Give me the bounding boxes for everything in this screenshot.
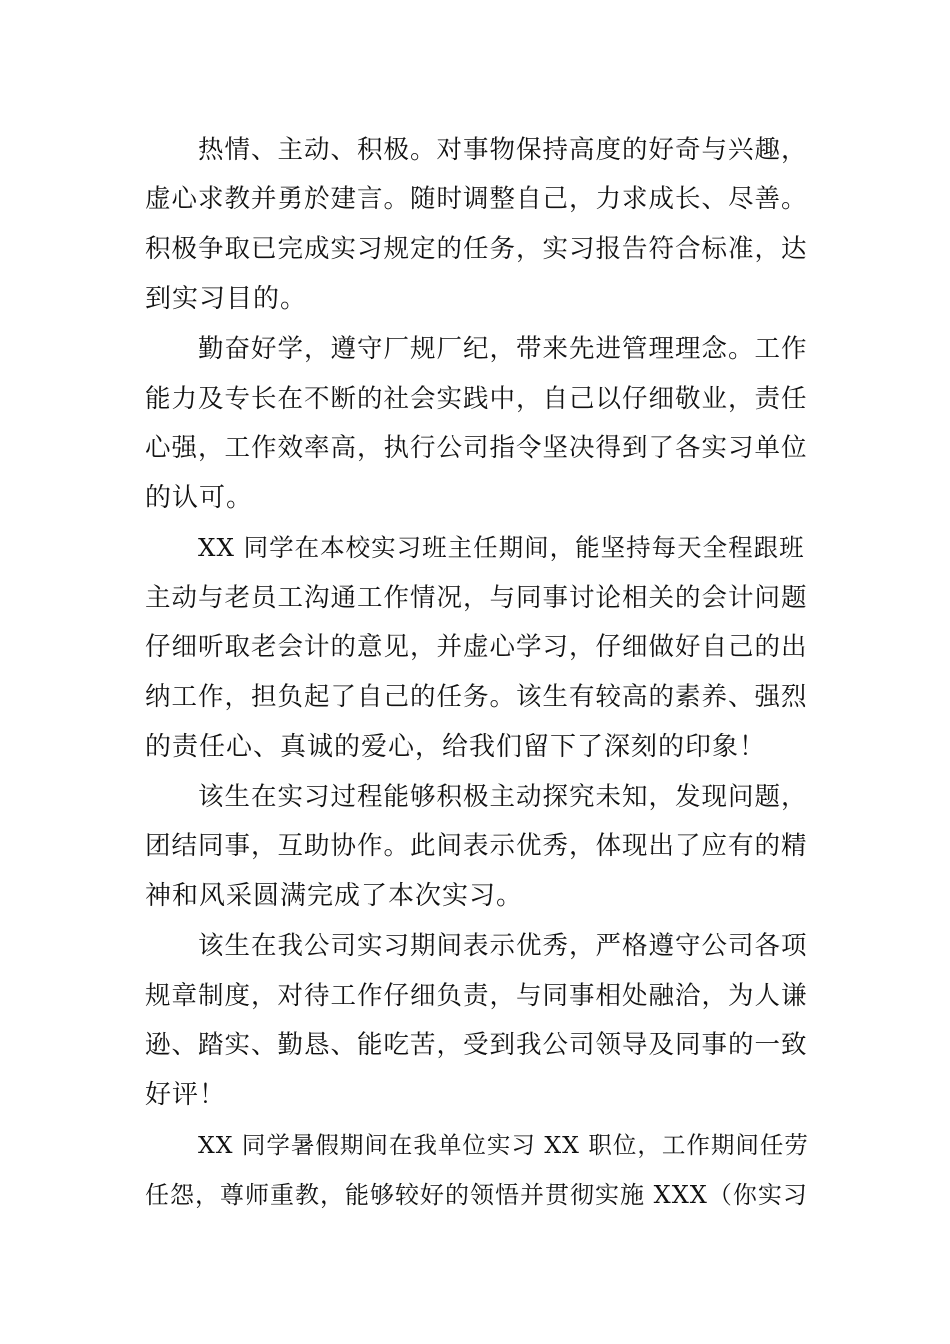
text-line: 该生在实习过程能够积极主动探究未知，发现问题， [198,782,808,812]
text-line: 心强，工作效率高，执行公司指令坚决得到了各实习单位 [145,433,808,463]
text-line: 好评！ [145,1080,227,1110]
text-line: 逊、踏实、勤恳、能吃苦，受到我公司领导及同事的一致 [145,1030,808,1060]
text-line: 该生在我公司实习期间表示优秀，严格遵守公司各项 [198,931,808,961]
text-line: 团结同事，互助协作。此间表示优秀，体现出了应有的精 [145,831,808,861]
text-line: 能力及专长在不断的社会实践中，自己以仔细敬业，责任 [145,384,808,414]
text-line: 虚心求教并勇於建言。随时调整自己，力求成长、尽善。 [145,184,808,214]
text-line: 神和风采圆满完成了本次实习。 [145,881,524,911]
text-line: XX 同学在本校实习班主任期间，能坚持每天全程跟班 [198,533,805,562]
text-line: 纳工作，担负起了自己的任务。该生有较高的素养、强烈 [145,682,808,712]
text-line: 到实习目的。 [145,284,308,314]
text-line: 热情、主动、积极。对事物保持高度的好奇与兴趣， [198,135,808,165]
text-line: 的认可。 [145,483,254,513]
text-line: 积极争取已完成实习规定的任务，实习报告符合标准，达 [145,234,808,264]
text-line: 任怨，尊师重教，能够较好的领悟并贯彻实施 XXX（你实习 [145,1181,808,1209]
text-line: XX 同学暑假期间在我单位实习 XX 职位，工作期间任劳 [198,1131,809,1159]
text-line: 的责任心、真诚的爱心，给我们留下了深刻的印象！ [145,732,767,762]
text-line: 主动与老员工沟通工作情况，与同事讨论相关的会计问题 [145,583,808,613]
text-line: 仔细听取老会计的意见，并虚心学习，仔细做好自己的出 [145,632,808,662]
text-line: 勤奋好学，遵守厂规厂纪，带来先进管理理念。工作 [198,334,808,364]
text-line: 规章制度，对待工作仔细负责，与同事相处融洽，为人谦 [145,981,808,1011]
